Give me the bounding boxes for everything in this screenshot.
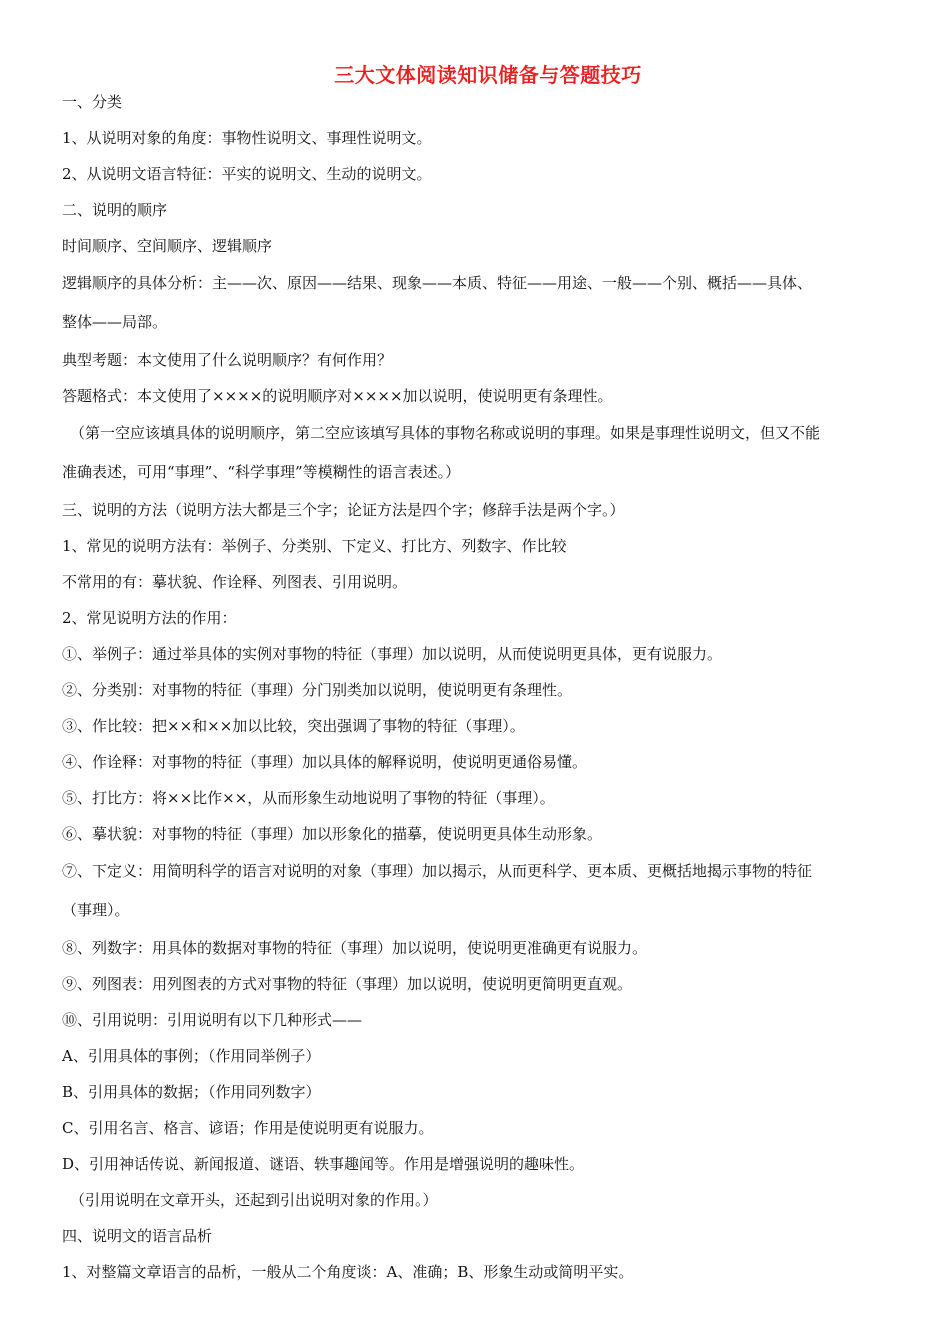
section-heading-language: 四、说明文的语言品析	[62, 1227, 213, 1245]
text-line: 2、常见说明方法的作用：	[62, 609, 237, 627]
text-line: （第一空应该填具体的说明顺序，第二空应该填写具体的事物名称或说明的事理。如果是事理性说明文，但又不能	[70, 424, 821, 442]
list-item: D、引用神话传说、新闻报道、谜语、轶事趣闻等。作用是增强说明的趣味性。	[62, 1155, 585, 1173]
text-line: 答题格式：本文使用了××××的说明顺序对××××加以说明，使说明更有条理性。	[62, 387, 613, 405]
text-line: 逻辑顺序的具体分析：主——次、原因——结果、现象——本质、特征——用途、一般——个别、概括——具体、	[62, 274, 813, 292]
section-heading-methods: 三、说明的方法（说明方法大都是三个字；论证方法是四个字；修辞手法是两个字。）	[62, 501, 625, 519]
list-item: ⑤、打比方：将××比作××，从而形象生动地说明了事物的特征（事理）。	[62, 789, 555, 807]
list-item: ⑥、摹状貌：对事物的特征（事理）加以形象化的描摹，使说明更具体生动形象。	[62, 825, 603, 843]
list-item: ④、作诠释：对事物的特征（事理）加以具体的解释说明，使说明更通俗易懂。	[62, 753, 588, 771]
document-body	[62, 84, 922, 1290]
list-item: A、引用具体的事例；（作用同举例子）	[62, 1047, 321, 1065]
text-line: 准确表述，可用“事理”、“科学事理”等模糊性的语言表述。）	[62, 463, 461, 481]
list-item: ⑩、引用说明：引用说明有以下几种形式——	[62, 1011, 363, 1029]
list-item: ⑨、列图表：用列图表的方式对事物的特征（事理）加以说明，使说明更简明更直观。	[62, 975, 633, 993]
text-line: 不常用的有：摹状貌、作诠释、列图表、引用说明。	[62, 573, 408, 591]
text-line: 1、对整篇文章语言的品析，一般从二个角度谈：A、准确；B、形象生动或简明平实。	[62, 1263, 634, 1281]
list-item: B、引用具体的数据；（作用同列数字）	[62, 1083, 321, 1101]
text-line: 2、从说明文语言特征：平实的说明文、生动的说明文。	[62, 165, 432, 183]
text-line: （引用说明在文章开头，还起到引出说明对象的作用。）	[70, 1191, 438, 1209]
text-line: 1、常见的说明方法有：举例子、分类别、下定义、打比方、列数字、作比较	[62, 537, 567, 555]
document-title: 三大文体阅读知识储备与答题技巧	[334, 63, 642, 87]
list-item: ⑦、下定义：用简明科学的语言对说明的对象（事理）加以揭示，从而更科学、更本质、更概括地揭示事物的特征	[62, 862, 813, 880]
text-line: 整体——局部。	[62, 313, 168, 331]
list-item: ⑧、列数字：用具体的数据对事物的特征（事理）加以说明，使说明更准确更有说服力。	[62, 939, 648, 957]
list-item: ②、分类别：对事物的特征（事理）分门别类加以说明，使说明更有条理性。	[62, 681, 573, 699]
list-item: ③、作比较：把××和××加以比较，突出强调了事物的特征（事理）。	[62, 717, 525, 735]
list-item: （事理）。	[62, 901, 130, 919]
text-line: 典型考题：本文使用了什么说明顺序？有何作用？	[62, 351, 393, 369]
text-line: 1、从说明对象的角度：事物性说明文、事理性说明文。	[62, 129, 432, 147]
list-item: ①、举例子：通过举具体的实例对事物的特征（事理）加以说明，从而使说明更具体，更有说服力。	[62, 645, 723, 663]
section-heading-order: 二、说明的顺序	[62, 201, 168, 219]
list-item: C、引用名言、格言、谚语；作用是使说明更有说服力。	[62, 1119, 434, 1137]
text-line: 时间顺序、空间顺序、逻辑顺序	[62, 237, 273, 255]
section-heading-classification: 一、分类	[62, 93, 123, 111]
